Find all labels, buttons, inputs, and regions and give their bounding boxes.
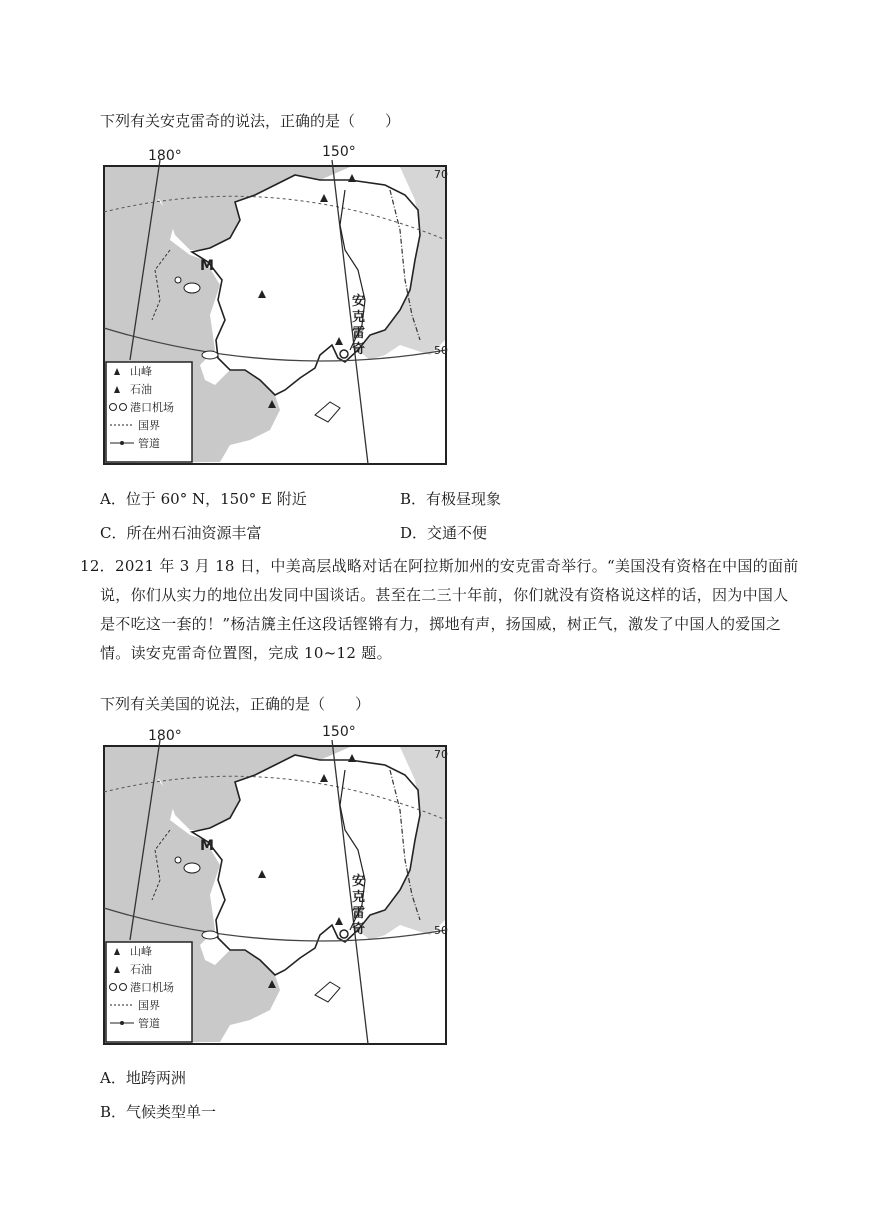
- lat-70-label: 70: [434, 168, 448, 181]
- lat-50-label: 50: [434, 344, 448, 357]
- q12-option-a[interactable]: A．地跨两洲: [100, 1069, 186, 1087]
- city-char-4: 奇: [352, 922, 366, 937]
- city-char-1: 安: [352, 294, 366, 309]
- q11-option-b[interactable]: B．有极昼现象: [400, 490, 502, 508]
- legend-pipeline-label: 管道: [138, 1017, 160, 1030]
- legend-oil-label: 石油: [130, 963, 152, 976]
- q11-option-d[interactable]: D．交通不便: [400, 524, 488, 542]
- q12-intro: 12．2021 年 3 月 18 日，中美高层战略对话在阿拉斯加州的安克雷奇举行。“美国没有资格在中国的面前说，你们从实力的地位出发同中国谈话。甚至在二三十年前，你们就没有资格说这样的话，因为中国人是不吃这一套的！”杨洁篪主任这段话铿锵有力，掷地有声，扬国威，树正气，激发了中国人的爱国之情。读安克雷奇位置图，完成 10~12 题。: [80, 557, 799, 662]
- lon-180-label: 180°: [148, 148, 182, 164]
- legend-peak-label: 山峰: [130, 945, 152, 958]
- lon-150-label: 150°: [322, 144, 356, 160]
- legend-airport-icon: [120, 984, 127, 991]
- city-char-2: 克: [352, 310, 366, 325]
- lat-70-label: 70: [434, 748, 448, 761]
- legend-port-label: 港口机场: [130, 981, 174, 994]
- legend-port-icon: [110, 404, 117, 411]
- alaska-map-1: [100, 140, 450, 470]
- lon-180-label: 180°: [148, 728, 182, 744]
- legend-airport-icon: [120, 404, 127, 411]
- q12-stem: 下列有关美国的说法，正确的是（ ）: [100, 695, 371, 713]
- lon-150-label: 150°: [322, 724, 356, 740]
- q12-option-b[interactable]: B．气候类型单一: [100, 1103, 217, 1121]
- city-char-3: 雷: [352, 906, 366, 921]
- point-m-label: M: [200, 838, 214, 854]
- city-char-3: 雷: [352, 326, 366, 341]
- anchorage-city-icon: [340, 930, 348, 938]
- lat-50-label: 50: [434, 924, 448, 937]
- alaska-map-svg: [100, 720, 450, 1050]
- q11-stem: 下列有关安克雷奇的说法，正确的是（ ）: [100, 112, 401, 130]
- city-char-1: 安: [352, 874, 366, 889]
- q11-option-a[interactable]: A．位于 60° N，150° E 附近: [100, 490, 307, 508]
- anchorage-city-icon: [340, 350, 348, 358]
- alaska-map-2: [100, 720, 450, 1050]
- alaska-map-svg: [100, 140, 450, 470]
- q11-option-c[interactable]: C．所在州石油资源丰富: [100, 524, 262, 542]
- legend-peak-label: 山峰: [130, 365, 152, 378]
- legend-port-icon: [110, 984, 117, 991]
- city-char-2: 克: [352, 890, 366, 905]
- legend-border-label: 国界: [138, 419, 160, 432]
- legend-border-label: 国界: [138, 999, 160, 1012]
- legend-port-label: 港口机场: [130, 401, 174, 414]
- legend-pipeline-label: 管道: [138, 437, 160, 450]
- city-char-4: 奇: [352, 342, 366, 357]
- point-m-label: M: [200, 258, 214, 274]
- legend-oil-label: 石油: [130, 383, 152, 396]
